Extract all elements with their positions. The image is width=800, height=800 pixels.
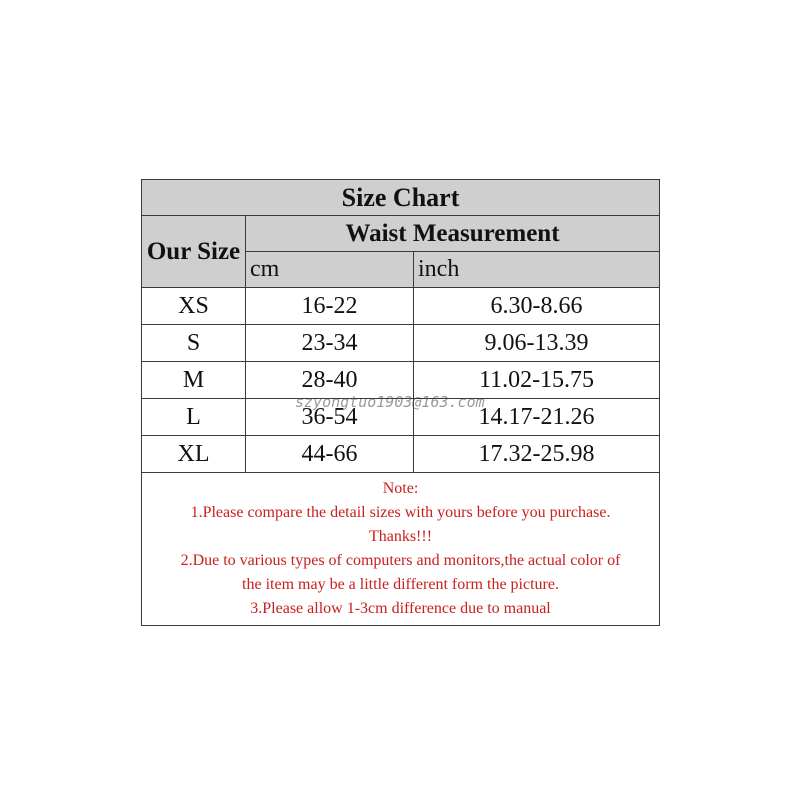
note-box <box>142 473 660 626</box>
table-row <box>142 325 660 362</box>
size-cell: XL <box>142 436 246 473</box>
inch-cell: 14.17-21.26 <box>414 399 660 436</box>
inch-cell: 6.30-8.66 <box>414 288 660 325</box>
watermark-text: szyongtuo1903@163.com <box>295 393 485 411</box>
cm-cell: 36-54 <box>246 399 414 436</box>
table-row <box>142 288 660 325</box>
inch-cell: 11.02-15.75 <box>414 362 660 399</box>
note-line-1b: Thanks!!! <box>368 528 433 545</box>
table-row <box>142 436 660 473</box>
note-line-3: 3.Please allow 1-3cm difference due to manual <box>250 600 551 617</box>
inch-cell: 9.06-13.39 <box>414 325 660 362</box>
waist-measurement-header: Waist Measurement <box>246 216 660 252</box>
chart-title: Size Chart <box>142 180 660 216</box>
cm-cell: 28-40 <box>246 362 414 399</box>
cm-cell: 23-34 <box>246 325 414 362</box>
size-cell: S <box>142 325 246 362</box>
size-cell: L <box>142 399 246 436</box>
size-cell: XS <box>142 288 246 325</box>
inch-cell: 17.32-25.98 <box>414 436 660 473</box>
unit-cm-header: cm <box>246 252 414 288</box>
table-row <box>142 362 660 399</box>
cm-cell: 44-66 <box>246 436 414 473</box>
table-row <box>142 399 660 436</box>
size-cell: M <box>142 362 246 399</box>
note-line-1: 1.Please compare the detail sizes with yours before you purchase. <box>190 504 611 521</box>
our-size-header: Our Size <box>142 216 246 288</box>
note-line-2: 2.Due to various types of computers and monitors,the actual color of <box>180 552 621 569</box>
size-chart-table <box>141 179 660 626</box>
cm-cell: 16-22 <box>246 288 414 325</box>
unit-inch-header: inch <box>414 252 660 288</box>
note-line-2b: the item may be a little different form the picture. <box>242 576 559 593</box>
note-heading: Note: <box>382 480 419 497</box>
